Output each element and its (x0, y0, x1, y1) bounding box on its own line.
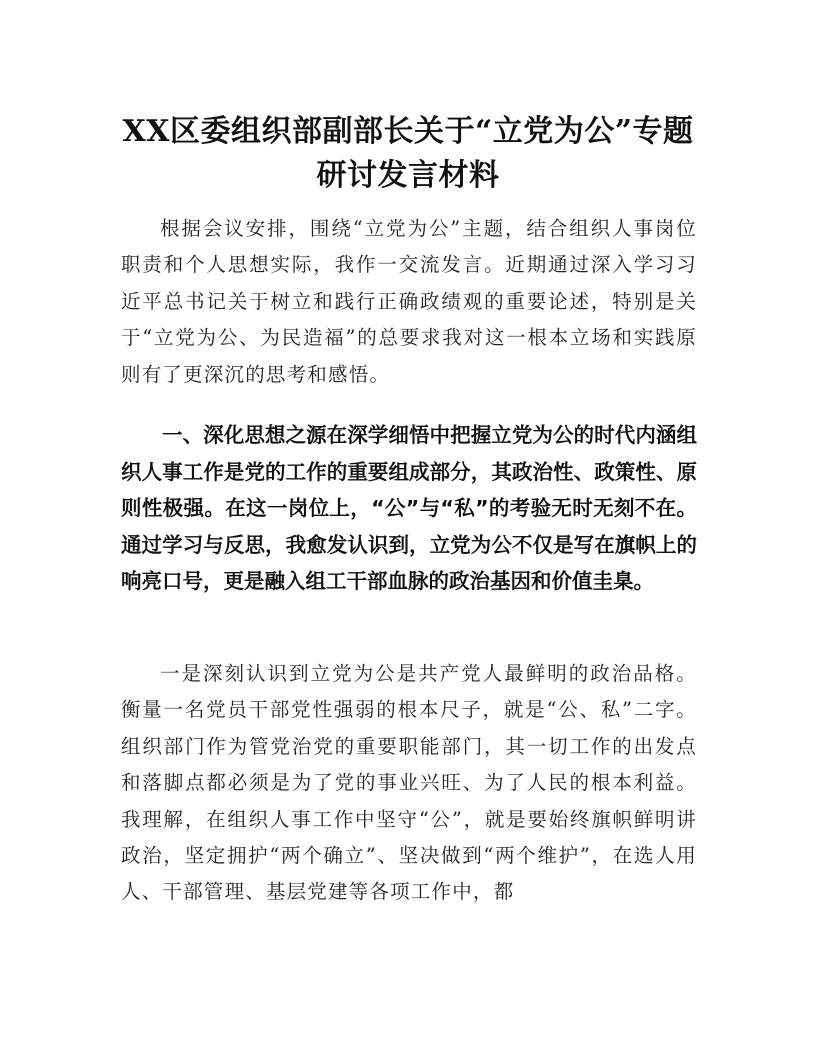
point-one-paragraph: 一是深刻认识到立党为公是共产党人最鲜明的政治品格。衡量一名党员干部党性强弱的根本尺子，就是“公、私”二字。组织部门作为管党治党的重要职能部门，其一切工作的出发点和落脚点都必须是为了党的事业兴旺、为了人民的根本利益。我理解，在组织人事工作中坚守“公”，就是要始终旗帜鲜明讲政治，坚定拥护“两个确立”、坚决做到“两个维护”，在选人用人、干部管理、基层党建等各项工作中，都 (121, 662, 697, 904)
section-one-heading-paragraph: 一、深化思想之源在深学细悟中把握立党为公的时代内涵组织人事工作是党的工作的重要组成部分，其政治性、政策性、原则性极强。在这一岗位上，“公”与“私”的考验无时无刻不在。通过学习与反思，我愈发认识到，立党为公不仅是写在旗帜上的响亮口号，更是融入组工干部血脉的政治基因和价值圭臬。 (121, 423, 697, 594)
document-title: XX区委组织部副部长关于“立党为公”专题研讨发言材料 (122, 114, 694, 193)
intro-paragraph: 根据会议安排，围绕“立党为公”主题，结合组织人事岗位职责和个人思想实际，我作一交流发言。近期通过深入学习习近平总书记关于树立和践行正确政绩观的重要论述，特别是关于“立党为公、为民造福”的总要求我对这一根本立场和实践原则有了更深沉的思考和感悟。 (121, 217, 697, 386)
